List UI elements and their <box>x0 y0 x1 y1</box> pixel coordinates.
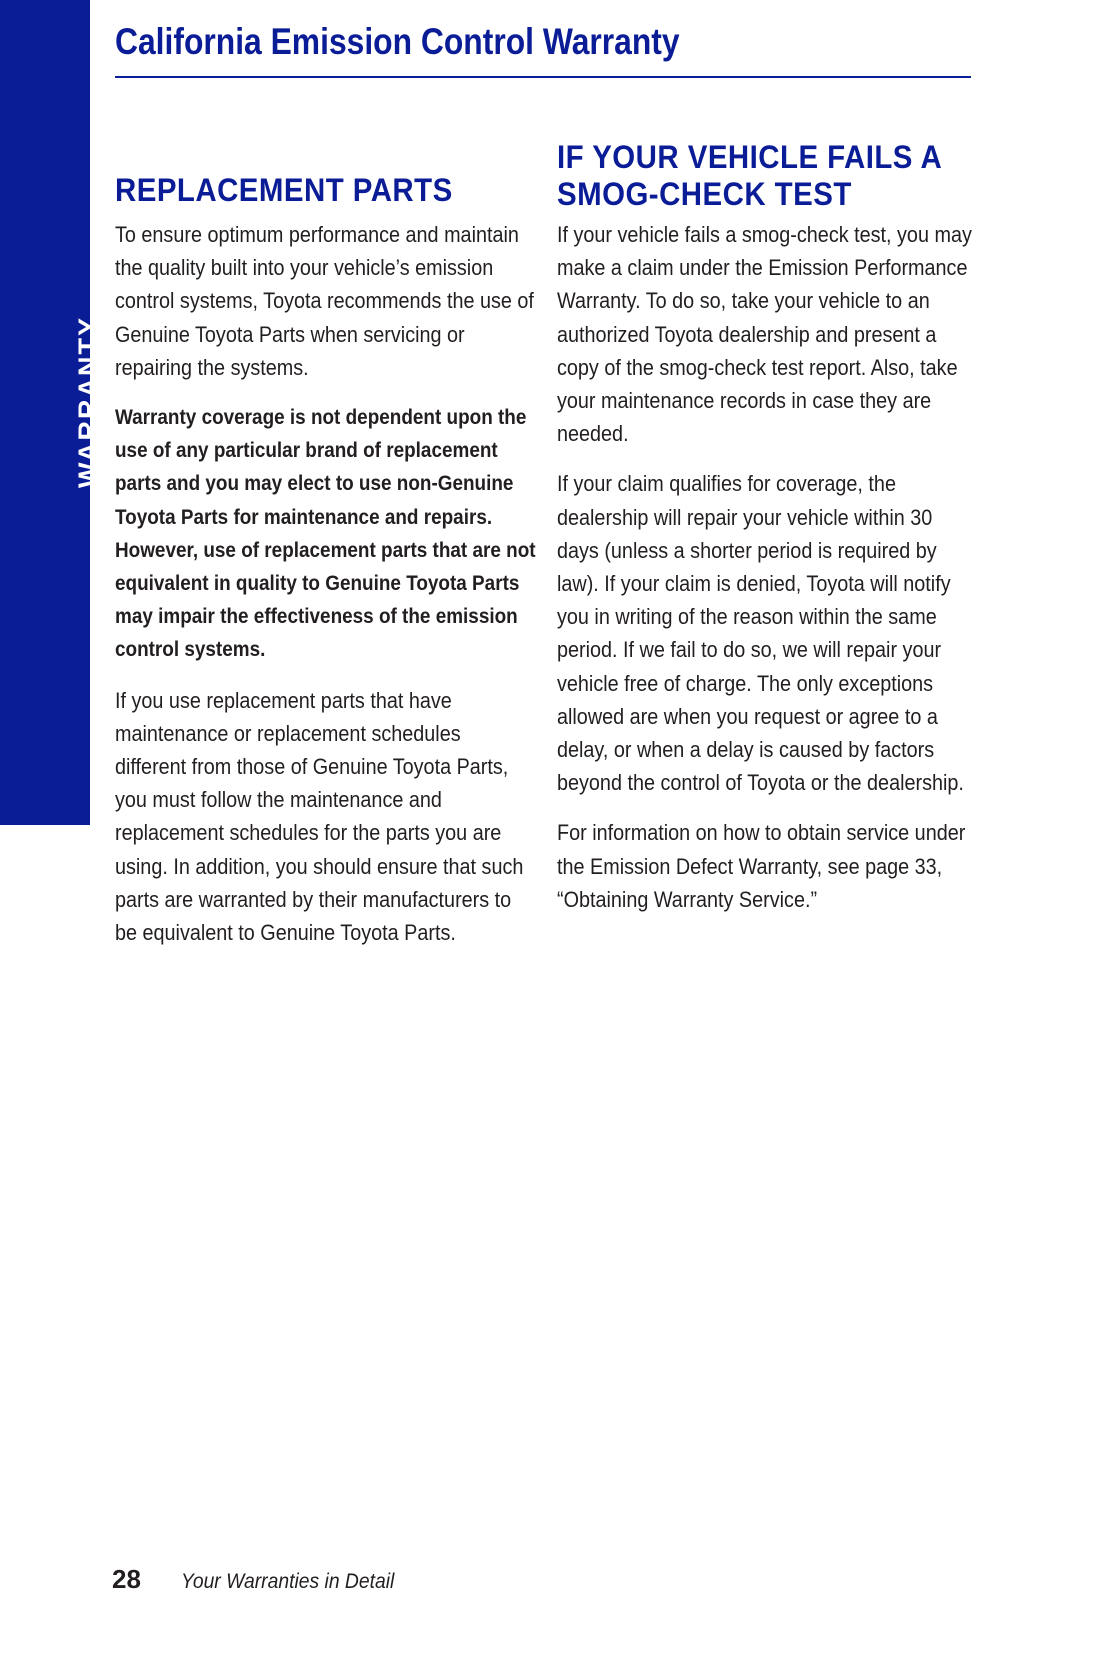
section-heading-replacement-parts: REPLACEMENT PARTS <box>115 172 453 208</box>
title-divider <box>115 76 971 78</box>
right-column-body <box>557 218 977 933</box>
side-tab <box>0 0 103 825</box>
paragraph: If your claim qualifies for coverage, the dealership will repair your vehicle within 30 days (unless a shorter period is required by law). If your claim is denied, Toyota will notify you in writing of the reason within the same period. If we fail to do so, we will repair your vehicle free of charge. The only exceptions allowed are when you request or agree to a delay, or when a delay is caused by factors beyond the control of Toyota or the dealership. <box>557 471 964 796</box>
footer-section-title: Your Warranties in Detail <box>181 1570 395 1593</box>
paragraph-bold-notice: Warranty coverage is not dependent upon the use of any particular brand of replacement parts and you may elect to use non-Genuine Toyota Parts for maintenance and repairs. However, use of replacement parts that are not equivalent in quality to Genuine Toyota Parts may impair the effectiveness of the emission control systems. <box>115 405 536 662</box>
paragraph: To ensure optimum performance and maintain the quality built into your vehicle’s emission control systems, Toyota recommends the use of Genuine Toyota Parts when servicing or repairing the systems. <box>115 222 534 380</box>
paragraph: If you use replacement parts that have maintenance or replacement schedules different from those of Genuine Toyota Parts, you must follow the maintenance and replacement schedules for the parts you are using. In addition, you should ensure that such parts are warranted by their manufacturers to be equivalent to Genuine Toyota Parts. <box>115 687 524 946</box>
page-footer <box>112 1564 413 1595</box>
paragraph: If your vehicle fails a smog-check test, you may make a claim under the Emission Performance Warranty. To do so, take your vehicle to an authorized Toyota dealership and present a copy of the smog-check test report. Also, take your maintenance records in case they are needed. <box>557 222 972 447</box>
left-column-body <box>115 218 535 966</box>
page-title: California Emission Control Warranty <box>115 21 680 62</box>
page-number: 28 <box>112 1564 141 1594</box>
section-heading-smog-check-line1: IF YOUR VEHICLE FAILS A <box>557 139 943 175</box>
paragraph: For information on how to obtain service under the Emission Defect Warranty, see page 33, “Obtaining Warranty Service.” <box>557 820 966 912</box>
section-heading-smog-check-line2: SMOG-CHECK TEST <box>557 176 852 212</box>
side-tab-label: WARRANTY <box>73 316 103 488</box>
